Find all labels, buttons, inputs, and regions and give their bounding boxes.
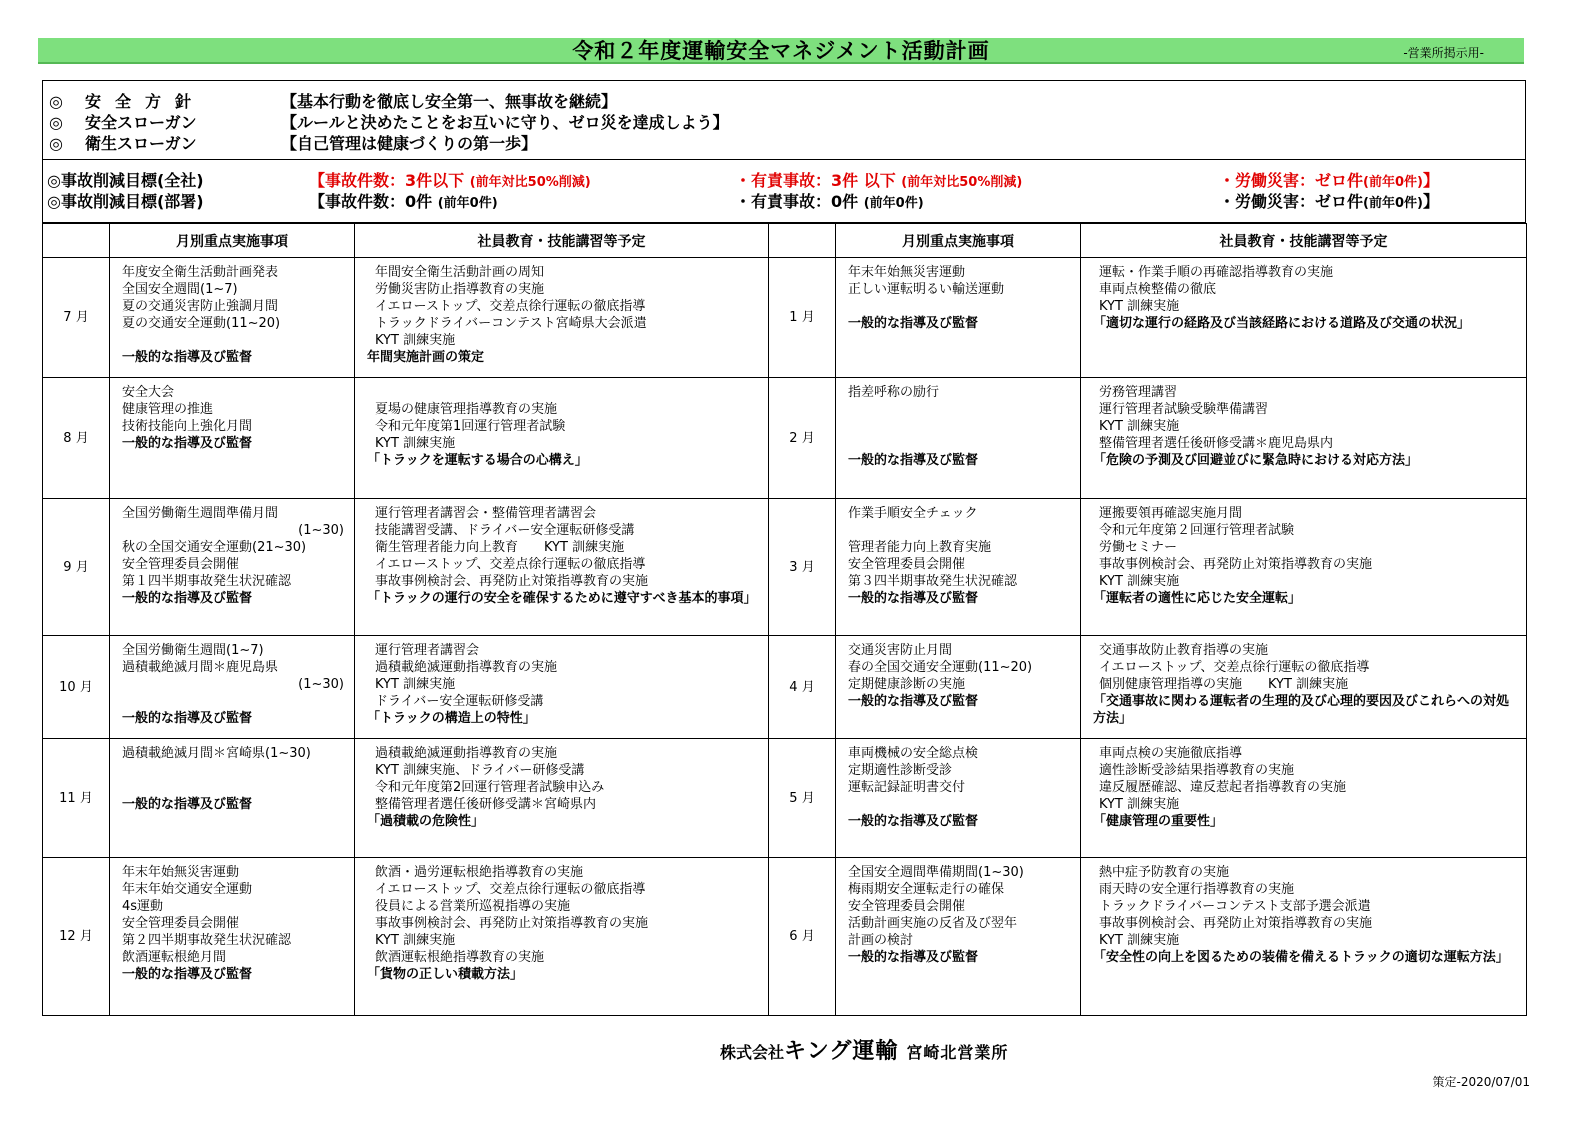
education-theme: 「貨物の正しい積載方法」: [367, 967, 524, 982]
focus-item: 計画の検討: [848, 933, 914, 948]
policy-text: 【ルールと決めたことをお互いに守り、ゼロ災を達成しよう】: [281, 113, 729, 132]
education-item: 労働災害防止指導教育の実施: [375, 282, 545, 297]
focus-item: 運転記録証明書交付: [848, 780, 966, 795]
education-item: 役員による営業所巡視指導の実施: [375, 899, 571, 914]
education-cell: [355, 258, 769, 378]
focus-item: 年末年始交通安全運動: [122, 882, 253, 897]
focus-item: 指差呼称の励行: [848, 385, 940, 400]
focus-item: 安全管理委員会開催: [848, 899, 966, 914]
target-label: ◎事故削減目標(全社): [47, 171, 204, 190]
education-item: 衛生管理者能力向上教育 KYT 訓練実施: [375, 540, 625, 555]
focus-item-range: (1~30): [298, 677, 344, 692]
focus-item: 第２四半期事故発生状況確認: [122, 933, 292, 948]
education-item: 令和元年度第２回運行管理者試験: [1099, 523, 1295, 538]
focus-item: 年度安全衛生活動計画発表: [122, 265, 279, 280]
education-item: 年間安全衛生活動計画の周知: [375, 265, 545, 280]
focus-cell: [836, 258, 1081, 378]
education-item: 夏場の健康管理指導教育の実施: [375, 402, 558, 417]
education-theme: 「安全性の向上を図るための装備を備えるトラックの適切な運転方法」: [1093, 950, 1509, 965]
education-item: 運行管理者講習会: [375, 643, 480, 658]
education-cell: [355, 739, 769, 858]
focus-item: 交通災害防止月間: [848, 643, 953, 658]
focus-item: 全国労働衛生週間準備月間: [122, 506, 279, 521]
education-item: 令和元年度第1回運行管理者試験: [375, 419, 566, 434]
education-theme: 「トラックの運行の安全を確保するために遵守すべき基本的事項」: [367, 591, 757, 606]
education-item: 熱中症予防教育の実施: [1099, 865, 1230, 880]
education-item: イエローストップ、交差点徐行運転の徹底指導: [1099, 660, 1370, 675]
education-item: 令和元年度第2回運行管理者試験申込み: [375, 780, 605, 795]
policy-mark: ◎: [49, 113, 63, 132]
focus-item: 安全管理委員会開催: [122, 557, 240, 572]
spacer: [848, 796, 1074, 813]
target-labor: ・労働災害：ゼロ件(前年0件)】: [1219, 171, 1439, 190]
month-cell: 3 月: [769, 499, 836, 636]
focus-item: 夏の交通災害防止強調月間: [122, 299, 279, 314]
education-cell: [355, 636, 769, 739]
month-cell: 12 月: [43, 858, 110, 1016]
common-guidance-line: 一般的な指導及び監督: [848, 591, 979, 606]
target-fault: ・有責事故：3件 以下 (前年対比50%削減): [735, 171, 1023, 190]
education-item: KYT 訓練実施: [375, 436, 456, 451]
month-cell: 1 月: [769, 258, 836, 378]
education-item: KYT 訓練実施、ドライバー研修受講: [375, 763, 585, 778]
focus-item: 梅雨期安全運転走行の確保: [848, 882, 1005, 897]
target-note: (前年対比50%削減): [901, 175, 1023, 190]
policy-label: 安全方針: [85, 92, 206, 111]
education-item: 車両点検整備の徹底: [1099, 282, 1217, 297]
common-guidance-line: 一般的な指導及び監督: [122, 436, 253, 451]
focus-item: 過積載絶滅月間＊宮崎県(1~30): [122, 746, 311, 761]
header-education: 社員教育・技能講習等予定: [1081, 224, 1527, 258]
focus-cell: [836, 636, 1081, 739]
month-cell: 2 月: [769, 378, 836, 499]
focus-item: 第１四半期事故発生状況確認: [122, 574, 292, 589]
education-item: 労働セミナー: [1099, 540, 1178, 555]
focus-item: 年末年始無災害運動: [848, 265, 966, 280]
month-cell: 5 月: [769, 739, 836, 858]
target-line-company: [47, 170, 1525, 191]
page-subtitle: -営業所掲示用-: [1403, 46, 1484, 60]
focus-cell: [110, 636, 355, 739]
spacer: [367, 384, 762, 401]
education-item: 運転・作業手順の再確認指導教育の実施: [1099, 265, 1334, 280]
education-item: 事故事例検討会、再発防止対策指導教育の実施: [375, 916, 649, 931]
common-guidance-line: 一般的な指導及び監督: [848, 453, 979, 468]
education-item: KYT 訓練実施: [1099, 419, 1180, 434]
education-item: KYT 訓練実施: [1099, 797, 1180, 812]
education-item: KYT 訓練実施: [1099, 574, 1180, 589]
target-note: (前年対比50%削減): [469, 175, 591, 190]
education-item: トラックドライバーコンテスト支部予選会派遣: [1099, 899, 1371, 914]
education-item: 過積載絶滅運動指導教育の実施: [375, 746, 558, 761]
table-row: [43, 378, 1527, 499]
month-cell: 4 月: [769, 636, 836, 739]
spacer: [122, 332, 348, 349]
table-row: [43, 258, 1527, 378]
focus-cell: [110, 739, 355, 858]
policy-mark: ◎: [49, 92, 63, 111]
focus-cell: [836, 378, 1081, 499]
focus-item: 年末年始無災害運動: [122, 865, 240, 880]
focus-item: 夏の交通安全運動(11~20): [122, 316, 281, 331]
branch-name: 宮崎北営業所: [906, 1043, 1009, 1062]
policy-line: [49, 112, 1525, 133]
education-item: 事故事例検討会、再発防止対策指導教育の実施: [1099, 557, 1373, 572]
common-guidance-line: 一般的な指導及び監督: [122, 711, 253, 726]
header-education: 社員教育・技能講習等予定: [355, 224, 769, 258]
focus-item: 車両機械の安全総点検: [848, 746, 979, 761]
education-item: KYT 訓練実施: [375, 933, 456, 948]
focus-cell: [110, 258, 355, 378]
education-item: 交通事故防止教育指導の実施: [1099, 643, 1269, 658]
month-cell: 8 月: [43, 378, 110, 499]
common-guidance-line: 一般的な指導及び監督: [122, 350, 253, 365]
focus-item: 秋の全国交通安全運動(21~30): [122, 540, 307, 555]
education-item: 違反履歴確認、違反惹起者指導教育の実施: [1099, 780, 1347, 795]
focus-item: 定期適性診断受診: [848, 763, 953, 778]
education-theme: 年間実施計画の策定: [367, 350, 485, 365]
education-item: 個別健康管理指導の実施 KYT 訓練実施: [1099, 677, 1349, 692]
focus-cell: [836, 739, 1081, 858]
focus-item: 第３四半期事故発生状況確認: [848, 574, 1018, 589]
education-item: 過積載絶滅運動指導教育の実施: [375, 660, 558, 675]
education-item: 運行管理者試験受験準備講習: [1099, 402, 1269, 417]
education-item: 車両点検の実施徹底指導: [1099, 746, 1243, 761]
focus-item: 技術技能向上強化月間: [122, 419, 253, 434]
header-month: [769, 224, 836, 258]
spacer: [122, 762, 348, 779]
established-date: 策定-2020/07/01: [1432, 1075, 1530, 1089]
focus-item: 春の全国交通安全運動(11~20): [848, 660, 1033, 675]
education-cell: [1081, 378, 1527, 499]
common-guidance-line: 一般的な指導及び監督: [848, 316, 979, 331]
common-guidance-line: 一般的な指導及び監督: [122, 591, 253, 606]
focus-item: 全国安全週間(1~7): [122, 282, 238, 297]
education-cell: [355, 858, 769, 1016]
education-cell: [355, 499, 769, 636]
table-row: [43, 739, 1527, 858]
education-item: 整備管理者選任後研修受講＊宮崎県内: [375, 797, 597, 812]
education-item: 飲酒運転根絶指導教育の実施: [375, 950, 545, 965]
education-theme: 「適切な運行の経路及び当該経路における道路及び交通の状況」: [1093, 316, 1471, 331]
focus-cell: [836, 858, 1081, 1016]
education-item: KYT 訓練実施: [1099, 933, 1180, 948]
table-header-row: [43, 224, 1527, 258]
table-row: [43, 636, 1527, 739]
education-theme: 「健康管理の重要性」: [1093, 814, 1224, 829]
focus-item: 正しい運転明るい輸送運動: [848, 282, 1005, 297]
header-month: [43, 224, 110, 258]
focus-item: 全国労働衛生週間(1~7): [122, 643, 264, 658]
spacer: [848, 522, 1074, 539]
company-name: [720, 1034, 1008, 1065]
target-note: (前年0件): [863, 196, 924, 211]
table-row: [43, 858, 1527, 1016]
policy-text: 【自己管理は健康づくりの第一歩】: [281, 134, 538, 153]
education-cell: [355, 378, 769, 499]
target-label: ◎事故削減目標(部署): [47, 192, 204, 211]
education-cell: [1081, 499, 1527, 636]
education-item: KYT 訓練実施: [375, 677, 456, 692]
education-cell: [1081, 739, 1527, 858]
policy-mark: ◎: [49, 134, 63, 153]
month-cell: 9 月: [43, 499, 110, 636]
policy-section: [42, 80, 1526, 160]
education-item: トラックドライバーコンテスト宮崎県大会派遣: [375, 316, 647, 331]
education-item: イエローストップ、交差点徐行運転の徹底指導: [375, 557, 646, 572]
education-theme: 「過積載の危険性」: [367, 814, 485, 829]
education-cell: [1081, 858, 1527, 1016]
education-theme: 「危険の予測及び回避並びに緊急時における対応方法」: [1093, 453, 1419, 468]
focus-cell: [836, 499, 1081, 636]
focus-cell: [110, 499, 355, 636]
spacer: [848, 418, 1074, 435]
education-item: KYT 訓練実施: [1099, 299, 1180, 314]
policy-text: 【基本行動を徹底し安全第一、無事故を継続】: [281, 92, 618, 111]
common-guidance-line: 一般的な指導及び監督: [848, 950, 979, 965]
page-title: 令和２年度運輸安全マネジメント活動計画: [572, 39, 990, 63]
target-accident: 【事故件数：0件 (前年0件): [309, 192, 498, 211]
month-cell: 10 月: [43, 636, 110, 739]
education-item: 事故事例検討会、再発防止対策指導教育の実施: [375, 574, 649, 589]
target-labor: ・労働災害：ゼロ件(前年0件)】: [1219, 192, 1439, 211]
common-guidance-line: 一般的な指導及び監督: [122, 797, 253, 812]
target-note: (前年0件): [1363, 175, 1423, 190]
focus-item: 作業手順安全チェック: [848, 506, 978, 521]
education-item: 飲酒・過労運転根絶指導教育の実施: [375, 865, 584, 880]
month-cell: 7 月: [43, 258, 110, 378]
education-theme: 「トラックの構造上の特性」: [367, 711, 536, 726]
focus-item: 安全管理委員会開催: [122, 916, 240, 931]
target-fault: ・有責事故：0件 (前年0件): [735, 192, 924, 211]
education-theme: 「トラックを運転する場合の心構え」: [367, 453, 588, 468]
common-guidance-line: 一般的な指導及び監督: [848, 694, 979, 709]
spacer: [848, 401, 1074, 418]
education-item: イエローストップ、交差点徐行運転の徹底指導: [375, 882, 646, 897]
policy-label: 安全スローガン: [85, 113, 197, 132]
policy-label: 衛生スローガン: [85, 134, 197, 153]
spacer: [848, 435, 1074, 452]
education-cell: [1081, 258, 1527, 378]
spacer: [122, 693, 348, 710]
education-item: 労務管理講習: [1099, 385, 1178, 400]
education-item: ドライバー安全運転研修受講: [375, 694, 544, 709]
focus-item: 過積載絶滅月間＊鹿児島県: [122, 660, 279, 675]
month-cell: 6 月: [769, 858, 836, 1016]
focus-item: 安全大会: [122, 385, 175, 400]
spacer: [122, 779, 348, 796]
education-cell: [1081, 636, 1527, 739]
focus-cell: [110, 858, 355, 1016]
policy-line: [49, 133, 1525, 154]
target-note: (前年0件): [437, 196, 498, 211]
education-theme: 「運転者の適性に応じた安全運転」: [1093, 591, 1302, 606]
table-row: [43, 499, 1527, 636]
target-line-department: [47, 191, 1525, 212]
focus-item: 健康管理の推進: [122, 402, 214, 417]
education-item: 整備管理者選任後研修受講＊鹿児島県内: [1099, 436, 1334, 451]
common-guidance-line: 一般的な指導及び監督: [122, 967, 253, 982]
company-prefix: 株式会社: [720, 1043, 785, 1062]
target-accident: 【事故件数：3件以下 (前年対比50%削減): [309, 171, 591, 190]
policy-line: [49, 91, 1525, 112]
spacer: [848, 298, 1074, 315]
focus-item: 管理者能力向上教育実施: [848, 540, 992, 555]
company-logo-text: キング運輸: [784, 1039, 899, 1064]
header-focus: 月別重点実施事項: [110, 224, 355, 258]
common-guidance-line: 一般的な指導及び監督: [848, 814, 979, 829]
month-cell: 11 月: [43, 739, 110, 858]
education-item: 運搬要領再確認実施月間: [1099, 506, 1243, 521]
monthly-plan-table: [42, 223, 1527, 1016]
education-item: 技能講習受講、ドライバー安全運転研修受講: [375, 523, 635, 538]
education-theme: 「交通事故に関わる運転者の生理的及び心理的要因及びこれらへの対処方法」: [1093, 694, 1510, 726]
focus-item-range: (1~30): [298, 523, 344, 538]
focus-item: 活動計画実施の反省及び翌年: [848, 916, 1018, 931]
education-item: 適性診断受診結果指導教育の実施: [1099, 763, 1295, 778]
focus-cell: [110, 378, 355, 499]
focus-item: 飲酒運転根絶月間: [122, 950, 227, 965]
education-item: 雨天時の安全運行指導教育の実施: [1099, 882, 1295, 897]
targets-section: [42, 159, 1526, 223]
education-item: KYT 訓練実施: [375, 333, 456, 348]
education-item: イエローストップ、交差点徐行運転の徹底指導: [375, 299, 646, 314]
header-focus: 月別重点実施事項: [836, 224, 1081, 258]
focus-item: 全国安全週間準備期間(1~30): [848, 865, 1024, 880]
education-item: 事故事例検討会、再発防止対策指導教育の実施: [1099, 916, 1373, 931]
education-item: 運行管理者講習会・整備管理者講習会: [375, 506, 597, 521]
focus-item: 4s運動: [122, 899, 164, 914]
focus-item: 定期健康診断の実施: [848, 677, 966, 692]
target-note: (前年0件): [1363, 196, 1423, 211]
focus-item: 安全管理委員会開催: [848, 557, 966, 572]
title-banner: [38, 38, 1524, 64]
